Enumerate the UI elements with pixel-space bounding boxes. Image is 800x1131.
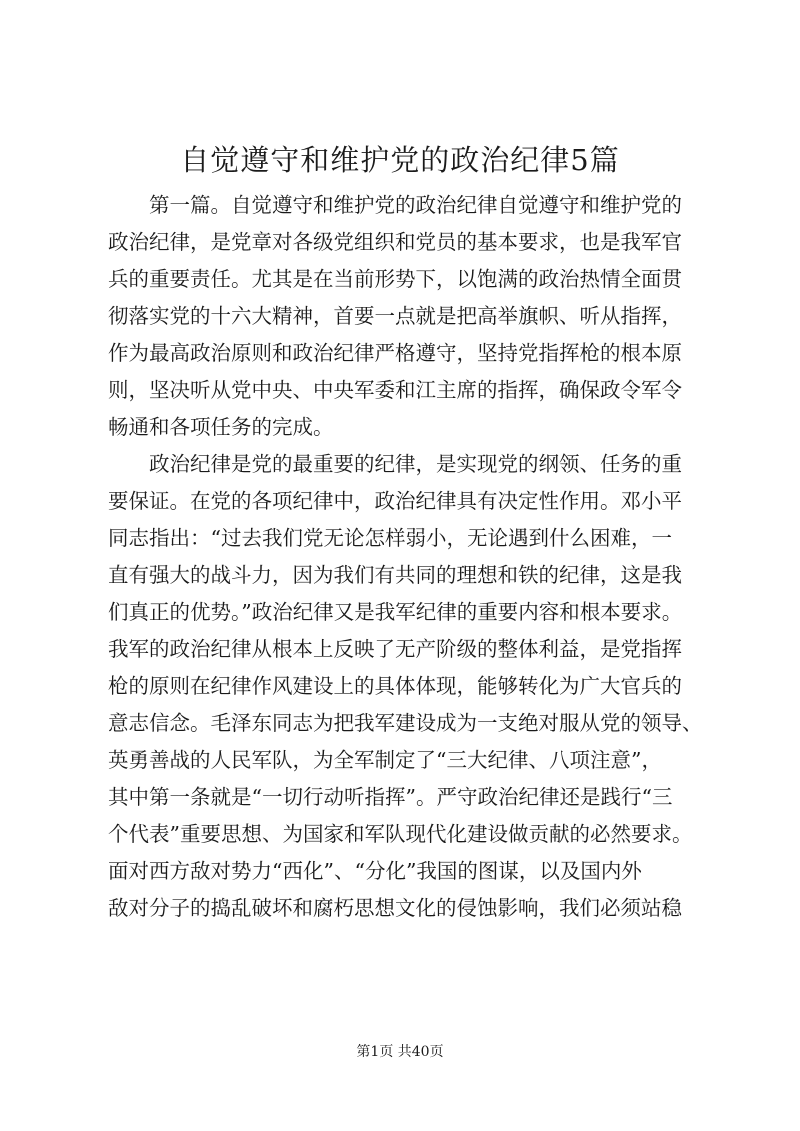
text-line: 个代表”重要思想、为国家和军队现代化建设做贡献的必然要求。	[108, 822, 693, 846]
text-line: 则，坚决听从党中央、中央军委和江主席的指挥，确保政令军令	[108, 378, 682, 402]
document-body	[108, 187, 704, 927]
page-number: 第1页 共40页	[356, 1044, 444, 1060]
text-line: 英勇善战的人民军队，为全军制定了“三大纪律、八项注意”，	[108, 748, 662, 772]
text-line: 同志指出：“过去我们党无论怎样弱小，无论遇到什么困难，一	[108, 526, 672, 550]
text-line: 彻落实党的十六大精神，首要一点就是把高举旗帜、听从指挥，	[108, 304, 682, 328]
page-title: 自觉遵守和维护党的政治纪律5篇	[180, 143, 620, 177]
text-line: 敌对分子的捣乱破坏和腐朽思想文化的侵蚀影响，我们必须站稳	[108, 896, 682, 920]
text-line: 我军的政治纪律从根本上反映了无产阶级的整体利益，是党指挥	[108, 637, 682, 661]
text-line: 们真正的优势。”政治纪律又是我军纪律的重要内容和根本要求。	[108, 600, 683, 624]
text-line: 要保证。在党的各项纪律中，政治纪律具有决定性作用。邓小平	[108, 489, 682, 513]
text-line: 面对西方敌对势力“西化”、“分化”我国的图谋，以及国内外	[108, 859, 642, 883]
text-line: 作为最高政治原则和政治纪律严格遵守，坚持党指挥枪的根本原	[108, 341, 682, 365]
text-line: 意志信念。毛泽东同志为把我军建设成为一支绝对服从党的领导、	[108, 711, 703, 735]
text-line: 政治纪律是党的最重要的纪律，是实现党的纲领、任务的重	[149, 452, 682, 476]
text-line: 其中第一条就是“一切行动听指挥”。严守政治纪律还是践行“三	[108, 785, 673, 809]
text-line: 兵的重要责任。尤其是在当前形势下，以饱满的政治热情全面贯	[108, 267, 682, 291]
text-line: 直有强大的战斗力，因为我们有共同的理想和铁的纪律，这是我	[108, 563, 682, 587]
text-line: 第一篇。自觉遵守和维护党的政治纪律自觉遵守和维护党的	[149, 193, 682, 217]
text-line: 政治纪律，是党章对各级党组织和党员的基本要求，也是我军官	[108, 230, 682, 254]
text-line: 枪的原则在纪律作风建设上的具体体现，能够转化为广大官兵的	[108, 674, 682, 698]
text-line: 畅通和各项任务的完成。	[108, 415, 334, 439]
